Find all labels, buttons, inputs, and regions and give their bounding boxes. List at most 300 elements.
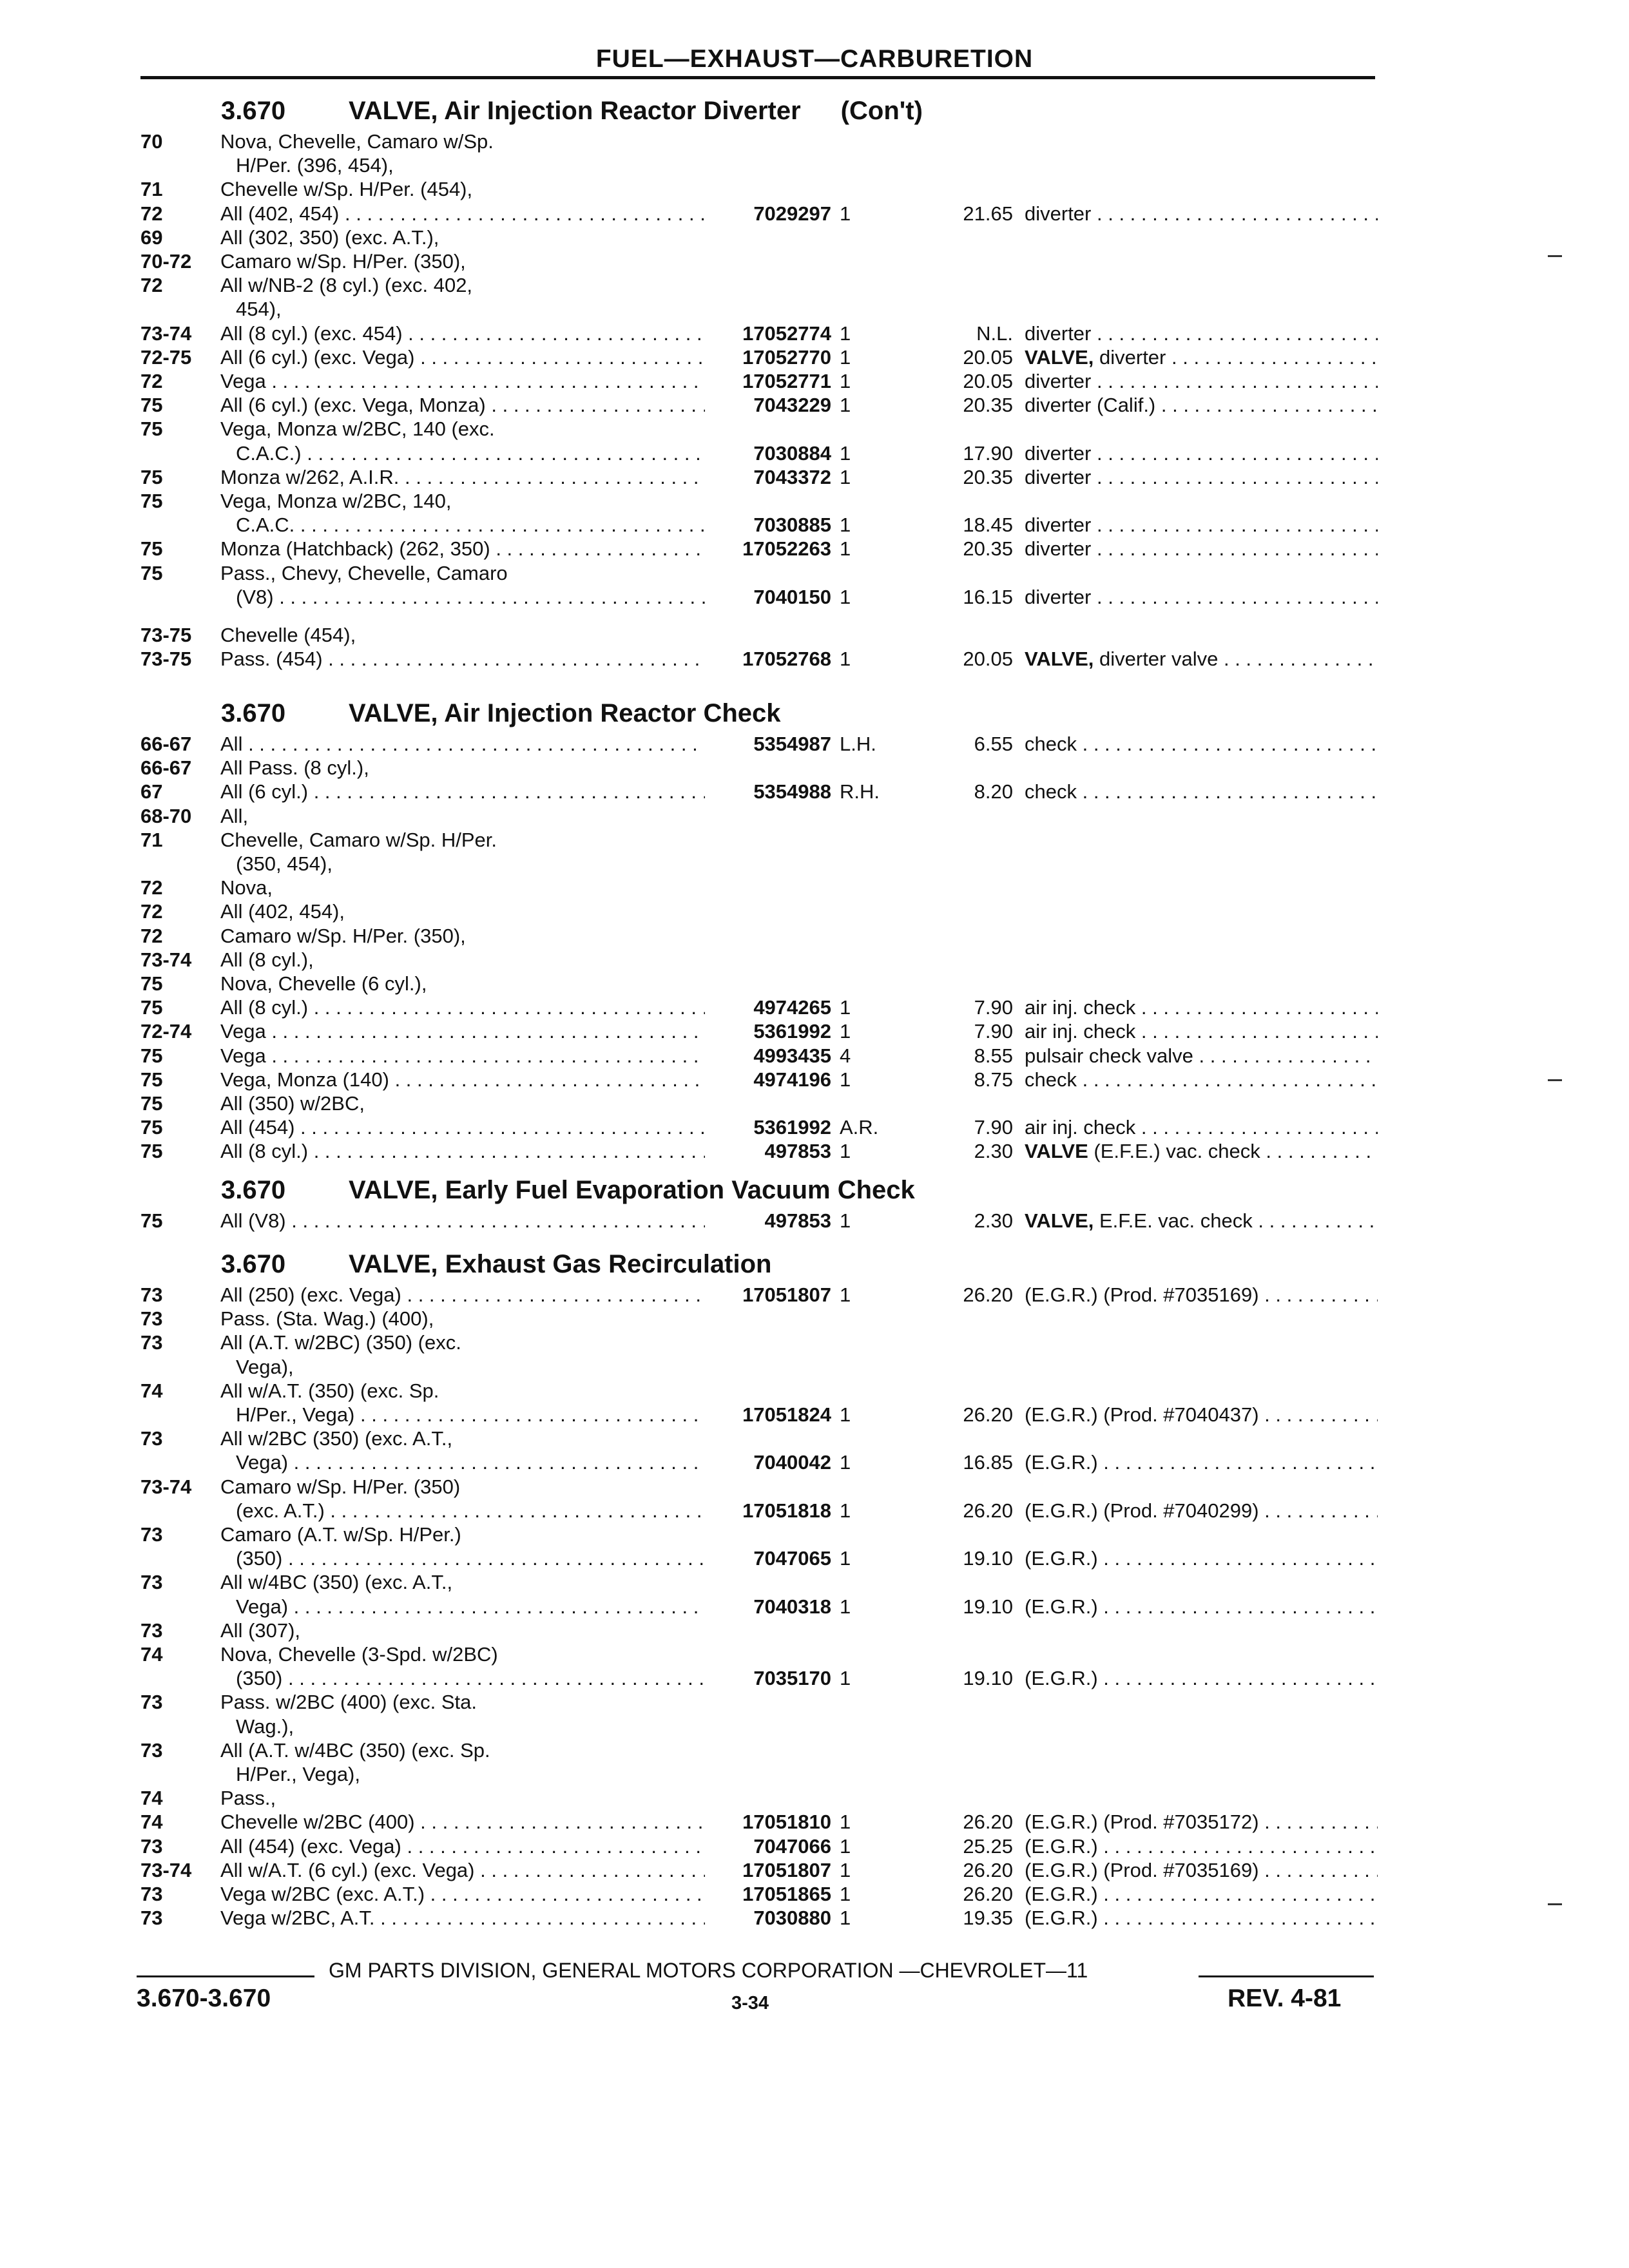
description-text: diverter (Calif.) . . . <box>1025 394 1378 416</box>
section-number: 3.670 <box>221 699 286 727</box>
part-row <box>140 1715 1378 1738</box>
part-row <box>140 996 1378 1019</box>
application: All (302, 350) (exc. A.T.), <box>220 226 439 249</box>
description <box>1025 322 1378 345</box>
application: Pass., Chevy, Chevelle, Camaro <box>220 561 508 584</box>
description <box>1025 1068 1378 1091</box>
part-number: 5354987 <box>753 733 831 755</box>
model-year: 73 <box>140 1427 163 1450</box>
part-row <box>140 805 1378 828</box>
part-number: 4974265 <box>753 996 831 1019</box>
description <box>1025 996 1378 1019</box>
application: Vega, Monza w/2BC, 140 (exc. <box>220 418 495 441</box>
description <box>1025 1811 1378 1834</box>
part-row <box>140 466 1378 489</box>
part-row <box>140 829 1378 852</box>
description-text: air inj. check . . . <box>1025 996 1378 1019</box>
application: All (454) (exc. Vega) . . . <box>220 1835 705 1858</box>
price: 16.15 <box>963 585 1013 608</box>
model-year: 66-67 <box>140 733 192 755</box>
description <box>1025 537 1378 561</box>
description <box>1025 1209 1378 1233</box>
application: Chevelle w/Sp. H/Per. (454), <box>220 178 473 201</box>
part-row <box>140 624 1378 647</box>
part-number: 7030885 <box>753 514 831 537</box>
application: C.A.C.) . . . <box>236 442 705 465</box>
price: N.L. <box>976 322 1013 345</box>
application: Pass. (Sta. Wag.) (400), <box>220 1307 434 1331</box>
model-year: 73 <box>140 1883 163 1905</box>
part-row <box>140 178 1378 201</box>
part-row <box>140 1763 1378 1786</box>
price: 20.05 <box>963 345 1013 369</box>
description-keyword: VALVE, <box>1025 345 1094 369</box>
description-text: check . . . <box>1025 780 1378 803</box>
part-row <box>140 1427 1378 1450</box>
description <box>1025 1667 1378 1690</box>
model-year: 75 <box>140 418 163 441</box>
application: Nova, <box>220 876 273 899</box>
model-year: 70 <box>140 130 163 153</box>
application: All (6 cyl.) (exc. Vega, Monza) . . . <box>220 394 705 417</box>
description <box>1025 1547 1378 1570</box>
description-text: diverter . . . <box>1099 346 1378 369</box>
description-text: (E.G.R.) . . . <box>1025 1595 1378 1618</box>
quantity: 1 <box>840 1834 851 1858</box>
model-year: 75 <box>140 1116 163 1139</box>
description-text: (E.G.R.) . . . <box>1025 1907 1378 1929</box>
description-text: air inj. check . . . <box>1025 1020 1378 1043</box>
model-year: 73 <box>140 1738 163 1762</box>
quantity: 1 <box>840 1858 851 1881</box>
application: Vega), <box>236 1355 294 1378</box>
part-number: 7040318 <box>753 1595 831 1618</box>
part-row <box>140 1643 1378 1666</box>
quantity: R.H. <box>840 780 880 803</box>
description-text: diverter . . . <box>1025 586 1378 608</box>
model-year: 75 <box>140 490 163 512</box>
section-number: 3.670 <box>221 97 286 125</box>
model-year: 72 <box>140 370 163 392</box>
description <box>1025 1403 1378 1427</box>
footer-publisher: GM PARTS DIVISION, GENERAL MOTORS CORPORATION —CHEVROLET—11 <box>329 1959 1088 1982</box>
header-rule <box>140 76 1375 79</box>
application: Nova, Chevelle, Camaro w/Sp. <box>220 130 494 153</box>
description-text: pulsair check valve . . . <box>1025 1044 1378 1067</box>
part-row <box>140 562 1378 585</box>
section-title <box>221 699 781 728</box>
application: C.A.C. . . . <box>236 514 705 537</box>
margin-mark <box>1548 1079 1562 1081</box>
description-text: (E.G.R.) (Prod. #7040299) . . . <box>1025 1499 1378 1522</box>
description-text: air inj. check . . . <box>1025 1116 1378 1139</box>
quantity: 1 <box>840 1595 851 1618</box>
description <box>1025 1883 1378 1906</box>
part-number: 7029297 <box>753 202 831 225</box>
quantity: 1 <box>840 537 851 561</box>
application: All (A.T. w/4BC (350) (exc. Sp. <box>220 1738 490 1762</box>
model-year: 74 <box>140 1643 163 1666</box>
part-row <box>140 1307 1378 1331</box>
model-year: 69 <box>140 226 163 249</box>
quantity: 1 <box>840 1811 851 1834</box>
model-year: 75 <box>140 1209 163 1232</box>
model-year: 67 <box>140 780 163 803</box>
model-year: 75 <box>140 1068 163 1091</box>
part-row <box>140 322 1378 345</box>
description-text: (E.G.R.) . . . <box>1025 1883 1378 1905</box>
price: 20.05 <box>963 648 1013 671</box>
part-number: 5361992 <box>753 1116 831 1139</box>
model-year: 70-72 <box>140 250 192 273</box>
price: 20.35 <box>963 394 1013 417</box>
part-row <box>140 925 1378 948</box>
part-row <box>140 250 1378 273</box>
part-number: 17052768 <box>742 648 831 671</box>
part-number: 17052774 <box>742 322 831 345</box>
application: All w/A.T. (6 cyl.) (exc. Vega) . . . <box>220 1859 705 1882</box>
quantity: 1 <box>840 1283 851 1306</box>
price: 2.30 <box>974 1209 1013 1232</box>
quantity: A.R. <box>840 1116 879 1139</box>
footer-rule-left <box>137 1975 314 1977</box>
application: All (250) (exc. Vega) . . . <box>220 1283 705 1307</box>
part-row <box>140 1571 1378 1594</box>
model-year: 73 <box>140 1307 163 1331</box>
price: 19.10 <box>963 1667 1013 1690</box>
part-number: 4974196 <box>753 1068 831 1091</box>
application: All (350) w/2BC, <box>220 1092 365 1115</box>
model-year: 73-74 <box>140 1475 192 1498</box>
section-number: 3.670 <box>221 1250 286 1278</box>
part-row <box>140 154 1378 177</box>
description-text: (E.F.E.) vac. check . . . <box>1094 1140 1378 1162</box>
part-row <box>140 733 1378 756</box>
description <box>1025 1859 1378 1882</box>
price: 2.30 <box>974 1140 1013 1163</box>
quantity: 1 <box>840 465 851 488</box>
price: 26.20 <box>963 1499 1013 1522</box>
application: Vega . . . <box>220 370 705 393</box>
price: 6.55 <box>974 733 1013 755</box>
application: Chevelle w/2BC (400) . . . <box>220 1811 705 1834</box>
description <box>1025 733 1378 756</box>
part-row <box>140 1523 1378 1546</box>
part-number: 17051824 <box>742 1403 831 1426</box>
part-row <box>140 370 1378 393</box>
quantity: 1 <box>840 322 851 345</box>
part-row <box>140 490 1378 513</box>
part-row <box>140 1020 1378 1043</box>
quantity: 1 <box>840 1499 851 1522</box>
part-row <box>140 1403 1378 1427</box>
model-year: 73 <box>140 1331 163 1354</box>
quantity: 1 <box>840 441 851 465</box>
application: H/Per. (396, 454), <box>236 154 394 177</box>
application: All Pass. (8 cyl.), <box>220 756 369 780</box>
part-number: 4993435 <box>753 1044 831 1067</box>
description <box>1025 1283 1378 1307</box>
description-text: diverter valve . . . <box>1099 648 1378 670</box>
price: 26.20 <box>963 1403 1013 1426</box>
price: 21.65 <box>963 202 1013 225</box>
part-row <box>140 394 1378 417</box>
description-text: (E.G.R.) (Prod. #7035169) . . . <box>1025 1283 1378 1306</box>
description-text: diverter . . . <box>1025 202 1378 225</box>
model-year: 75 <box>140 972 163 995</box>
model-year: 75 <box>140 561 163 584</box>
footer-section-range: 3.670-3.670 <box>137 1984 271 2012</box>
section-heading: VALVE, Air Injection Reactor Diverter <box>349 97 801 125</box>
part-number: 17052770 <box>742 345 831 369</box>
application: Pass. w/2BC (400) (exc. Sta. <box>220 1691 477 1714</box>
application: All w/NB-2 (8 cyl.) (exc. 402, <box>220 274 473 297</box>
model-year: 73 <box>140 1619 163 1642</box>
application: Vega) . . . <box>236 1451 705 1474</box>
model-year: 72 <box>140 924 163 947</box>
description-text: (E.G.R.) . . . <box>1025 1547 1378 1570</box>
price: 19.10 <box>963 1595 1013 1618</box>
part-row <box>140 274 1378 297</box>
price: 7.90 <box>974 1116 1013 1139</box>
description <box>1025 1020 1378 1043</box>
part-row <box>140 202 1378 226</box>
model-year: 73-74 <box>140 322 192 345</box>
application: All (6 cyl.) . . . <box>220 780 705 803</box>
description <box>1025 202 1378 226</box>
section-title <box>221 1176 915 1205</box>
footer-page-number: 3-34 <box>731 1993 769 2013</box>
part-number: 7043372 <box>753 465 831 488</box>
model-year: 75 <box>140 1044 163 1067</box>
description-text: diverter . . . <box>1025 514 1378 536</box>
model-year: 71 <box>140 178 163 201</box>
application: Vega, Monza (140) . . . <box>220 1068 705 1091</box>
part-row <box>140 948 1378 972</box>
description <box>1025 586 1378 609</box>
price: 25.25 <box>963 1834 1013 1858</box>
model-year: 73 <box>140 1283 163 1306</box>
application: All (8 cyl.), <box>220 948 314 971</box>
page-header-title: FUEL—EXHAUST—CARBURETION <box>595 45 1034 73</box>
part-row <box>140 1331 1378 1354</box>
part-row <box>140 1883 1378 1906</box>
application: Monza w/262, A.I.R. . . . <box>220 466 705 489</box>
quantity: 1 <box>840 1883 851 1905</box>
quantity: 4 <box>840 1044 851 1067</box>
model-year: 74 <box>140 1811 163 1834</box>
description-keyword: VALVE, <box>1025 1209 1094 1232</box>
description <box>1025 1907 1378 1930</box>
description <box>1025 1451 1378 1474</box>
part-number: 7047065 <box>753 1547 831 1570</box>
model-year: 73 <box>140 1571 163 1594</box>
description-text: (E.G.R.) (Prod. #7035169) . . . <box>1025 1859 1378 1881</box>
part-row <box>140 1811 1378 1834</box>
part-row <box>140 648 1378 671</box>
price: 20.35 <box>963 537 1013 561</box>
price: 26.20 <box>963 1283 1013 1306</box>
description-keyword: VALVE, <box>1025 648 1094 671</box>
quantity: 1 <box>840 394 851 417</box>
price: 26.20 <box>963 1858 1013 1881</box>
model-year: 72 <box>140 202 163 225</box>
part-row <box>140 1667 1378 1690</box>
application: All w/2BC (350) (exc. A.T., <box>220 1427 453 1450</box>
description <box>1025 1116 1378 1139</box>
application: Monza (Hatchback) (262, 350) . . . <box>220 537 705 561</box>
application: All (6 cyl.) (exc. Vega) . . . <box>220 346 705 369</box>
part-row <box>140 1787 1378 1810</box>
part-number: 17051865 <box>742 1883 831 1905</box>
description-text: (E.G.R.) . . . <box>1025 1667 1378 1689</box>
quantity: 1 <box>840 1068 851 1091</box>
description-text: diverter . . . <box>1025 370 1378 392</box>
part-row <box>140 1595 1378 1619</box>
application: H/Per., Vega) . . . <box>236 1403 705 1427</box>
section-title <box>221 1250 771 1279</box>
application: All (402, 454), <box>220 900 345 923</box>
price: 8.75 <box>974 1068 1013 1091</box>
quantity: 1 <box>840 1451 851 1474</box>
part-row <box>140 1835 1378 1858</box>
application: Vega . . . <box>220 1044 705 1068</box>
model-year: 68-70 <box>140 804 192 827</box>
part-number: 17052263 <box>742 537 831 561</box>
part-number: 7043229 <box>753 394 831 417</box>
description-text: (E.G.R.) . . . <box>1025 1451 1378 1474</box>
model-year: 73 <box>140 1834 163 1858</box>
application: Vega, Monza w/2BC, 140, <box>220 490 452 512</box>
part-row <box>140 442 1378 465</box>
section-number: 3.670 <box>221 1176 286 1204</box>
quantity: 1 <box>840 1020 851 1043</box>
part-number: 5361992 <box>753 1020 831 1043</box>
part-number: 17051810 <box>742 1811 831 1834</box>
application: All w/4BC (350) (exc. A.T., <box>220 1571 453 1594</box>
model-year: 73-74 <box>140 948 192 971</box>
quantity: 1 <box>840 1547 851 1570</box>
description-text: diverter . . . <box>1025 442 1378 465</box>
quantity: 1 <box>840 1403 851 1426</box>
quantity: 1 <box>840 1907 851 1930</box>
part-row <box>140 1907 1378 1930</box>
part-number: 7047066 <box>753 1834 831 1858</box>
quantity: 1 <box>840 648 851 671</box>
description-text: diverter . . . <box>1025 537 1378 560</box>
model-year: 73 <box>140 1523 163 1546</box>
price: 19.10 <box>963 1547 1013 1570</box>
description <box>1025 370 1378 393</box>
application: Nova, Chevelle (3-Spd. w/2BC) <box>220 1643 498 1666</box>
model-year: 72-75 <box>140 345 192 369</box>
part-number: 7030884 <box>753 441 831 465</box>
application: Nova, Chevelle (6 cyl.), <box>220 972 427 995</box>
part-number: 7040150 <box>753 585 831 608</box>
description <box>1025 1595 1378 1619</box>
model-year: 71 <box>140 828 163 851</box>
part-row <box>140 1283 1378 1307</box>
part-row <box>140 1044 1378 1068</box>
application: Pass. (454) . . . <box>220 648 705 671</box>
part-row <box>140 346 1378 369</box>
model-year: 74 <box>140 1787 163 1810</box>
part-row <box>140 1691 1378 1714</box>
section-heading: VALVE, Air Injection Reactor Check <box>349 699 781 727</box>
part-row <box>140 1451 1378 1474</box>
part-row <box>140 130 1378 153</box>
application: All (454) . . . <box>220 1116 705 1139</box>
application: H/Per., Vega), <box>236 1763 360 1785</box>
description-keyword: VALVE <box>1025 1140 1088 1163</box>
description-text: (E.G.R.) . . . <box>1025 1835 1378 1858</box>
price: 18.45 <box>963 514 1013 537</box>
part-row <box>140 972 1378 995</box>
application: Chevelle, Camaro w/Sp. H/Per. <box>220 828 497 851</box>
model-year: 73-74 <box>140 1858 192 1881</box>
part-number: 7040042 <box>753 1451 831 1474</box>
model-year: 74 <box>140 1379 163 1402</box>
part-row <box>140 756 1378 780</box>
part-row <box>140 1209 1378 1233</box>
model-year: 72 <box>140 876 163 899</box>
model-year: 72 <box>140 274 163 297</box>
part-row <box>140 514 1378 537</box>
margin-mark <box>1548 255 1562 257</box>
part-number: 5354988 <box>753 780 831 803</box>
section-heading: VALVE, Early Fuel Evaporation Vacuum Check <box>349 1176 915 1204</box>
description <box>1025 1140 1378 1163</box>
part-row <box>140 1116 1378 1139</box>
application: All (8 cyl.) . . . <box>220 1140 705 1163</box>
application: (350, 454), <box>236 852 333 875</box>
part-number: 7030880 <box>753 1907 831 1930</box>
price: 17.90 <box>963 441 1013 465</box>
application: Camaro w/Sp. H/Per. (350), <box>220 924 466 947</box>
model-year: 73-75 <box>140 648 192 671</box>
application: (exc. A.T.) . . . <box>236 1499 705 1523</box>
price: 20.35 <box>963 465 1013 488</box>
description <box>1025 1835 1378 1858</box>
part-row <box>140 226 1378 249</box>
part-number: 17051818 <box>742 1499 831 1522</box>
model-year: 75 <box>140 537 163 561</box>
part-row <box>140 537 1378 561</box>
description-text: E.F.E. vac. check . . . <box>1099 1209 1378 1232</box>
description-text: (E.G.R.) (Prod. #7035172) . . . <box>1025 1811 1378 1833</box>
section-heading: VALVE, Exhaust Gas Recirculation <box>349 1250 772 1278</box>
model-year: 73-75 <box>140 624 192 646</box>
description <box>1025 442 1378 465</box>
quantity: 1 <box>840 1140 851 1163</box>
description-text: (E.G.R.) (Prod. #7040437) . . . <box>1025 1403 1378 1426</box>
description <box>1025 514 1378 537</box>
part-row <box>140 298 1378 321</box>
application: (V8) . . . <box>236 586 705 609</box>
model-year: 75 <box>140 394 163 417</box>
quantity: 1 <box>840 370 851 392</box>
description <box>1025 394 1378 417</box>
application: All (8 cyl.) . . . <box>220 996 705 1019</box>
part-row <box>140 1547 1378 1570</box>
part-row <box>140 1859 1378 1882</box>
description-text: check . . . <box>1025 1068 1378 1091</box>
part-row <box>140 1092 1378 1115</box>
model-year: 72-74 <box>140 1020 192 1043</box>
part-row <box>140 1140 1378 1163</box>
part-row <box>140 1356 1378 1379</box>
description <box>1025 780 1378 803</box>
